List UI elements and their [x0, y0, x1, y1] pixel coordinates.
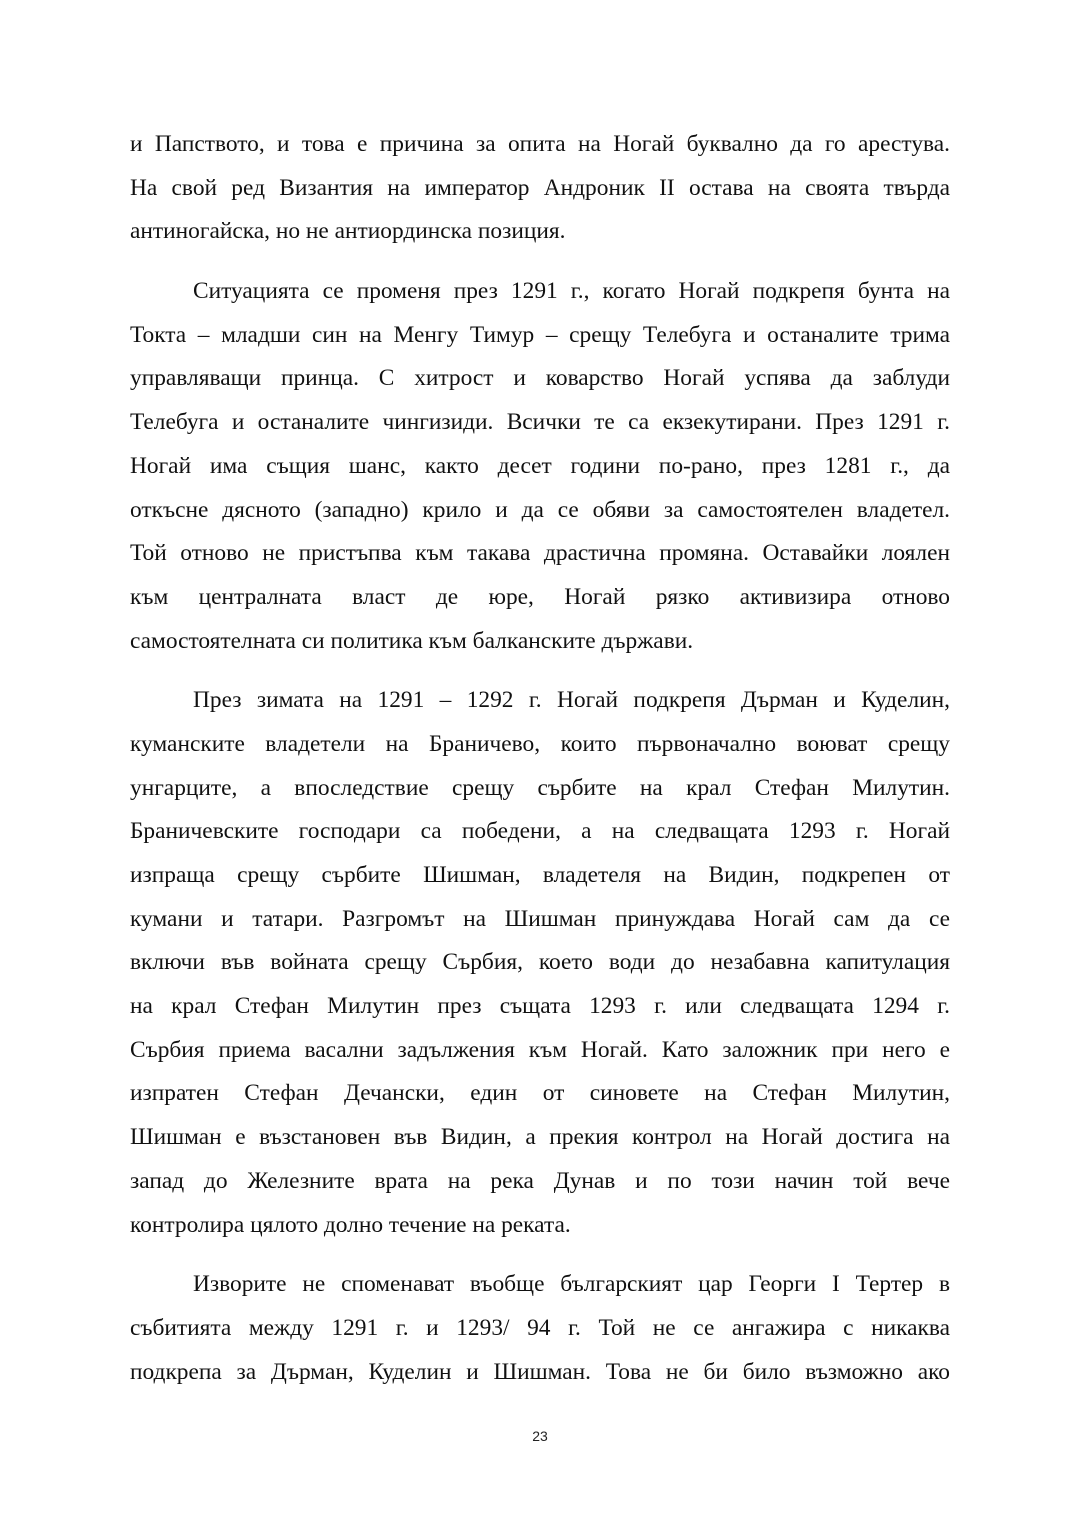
paragraph-3 — [130, 679, 950, 1247]
text-line: на крал Стефан Милутин през същата 1293 г. или следващата 1294 г. — [130, 993, 950, 1020]
text-line: управляващи принца. С хитрост и коварство Ногай успява да заблуди — [130, 365, 950, 392]
text-line: Телебуга и останалите чингизиди. Всички те са екзекутирани. През 1291 г. — [130, 409, 950, 436]
text-line: към централната власт де юре, Ногай рязко активизира отново — [130, 583, 950, 610]
text-line: През зимата на 1291 – 1292 г. Ногай подкрепя Дърман и Куделин, — [193, 687, 950, 714]
text-line: Браничевските господари са победени, а на следващата 1293 г. Ногай — [130, 818, 950, 845]
text-line: Ногай има същия шанс, както десет години по-рано, през 1281 г., да — [130, 452, 950, 479]
text-line: изпраща срещу сърбите Шишман, владетеля на Видин, подкрепен от — [130, 862, 950, 888]
text-line: подкрепа за Дърман, Куделин и Шишман. Това не би било възможно ако — [130, 1358, 950, 1385]
paragraph-4 — [130, 1263, 950, 1394]
text-line: Ситуацията се променя през 1291 г., когато Ногай подкрепя бунта на — [193, 278, 950, 305]
text-line: кумани и татари. Разгромът на Шишман принуждава Ногай сам да се — [130, 905, 950, 932]
text-line: На свой ред Византия на император Андроник II остава на своята твърда — [130, 174, 950, 201]
text-line: антиногайска, но не антиординска позиция. — [130, 218, 566, 245]
text-line: откъсне дясното (западно) крило и да се обяви за самостоятелен владетел. — [130, 496, 950, 523]
text-line: запад до Железните врата на река Дунав и по този начин той вече — [130, 1167, 950, 1194]
text-line: Токта – младши син на Менгу Тимур – срещу Телебуга и останалите трима — [130, 321, 950, 348]
text-line: Шишман е възстановен във Видин, а прекия контрол на Ногай достига на — [130, 1124, 950, 1151]
text-line: събитията между 1291 г. и 1293/ 94 г. Той не се ангажира с никаква — [130, 1314, 950, 1341]
text-line: унгарците, а впоследствие срещу сърбите на крал Стефан Милутин. — [130, 774, 950, 801]
body-text — [130, 123, 950, 1394]
text-line: включи във войната срещу Сърбия, което води до незабавна капитулация — [130, 949, 950, 976]
text-line: Сърбия приема васални задължения към Ногай. Като заложник при него е — [130, 1036, 950, 1063]
text-line: изпратен Стефан Дечански, един от синовете на Стефан Милутин, — [130, 1080, 950, 1107]
page-number: 23 — [532, 1428, 548, 1444]
paragraph-1 — [130, 123, 950, 254]
text-line: Изворите не споменават въобще българският цар Георги I Тертер в — [193, 1271, 950, 1298]
text-line: и Папството, и това е причина за опита на Ногай буквално да го арестува. — [130, 131, 950, 157]
text-line: куманските владетели на Браничево, които първоначално воюват срещу — [130, 730, 950, 757]
text-line: Той отново не пристъпва към такава драстична промяна. Оставайки лоялен — [130, 540, 950, 567]
paragraph-2 — [130, 270, 950, 663]
text-line: самостоятелната си политика към балканските държави. — [130, 627, 694, 654]
text-line: контролира цялото долно течение на реката. — [130, 1211, 571, 1238]
